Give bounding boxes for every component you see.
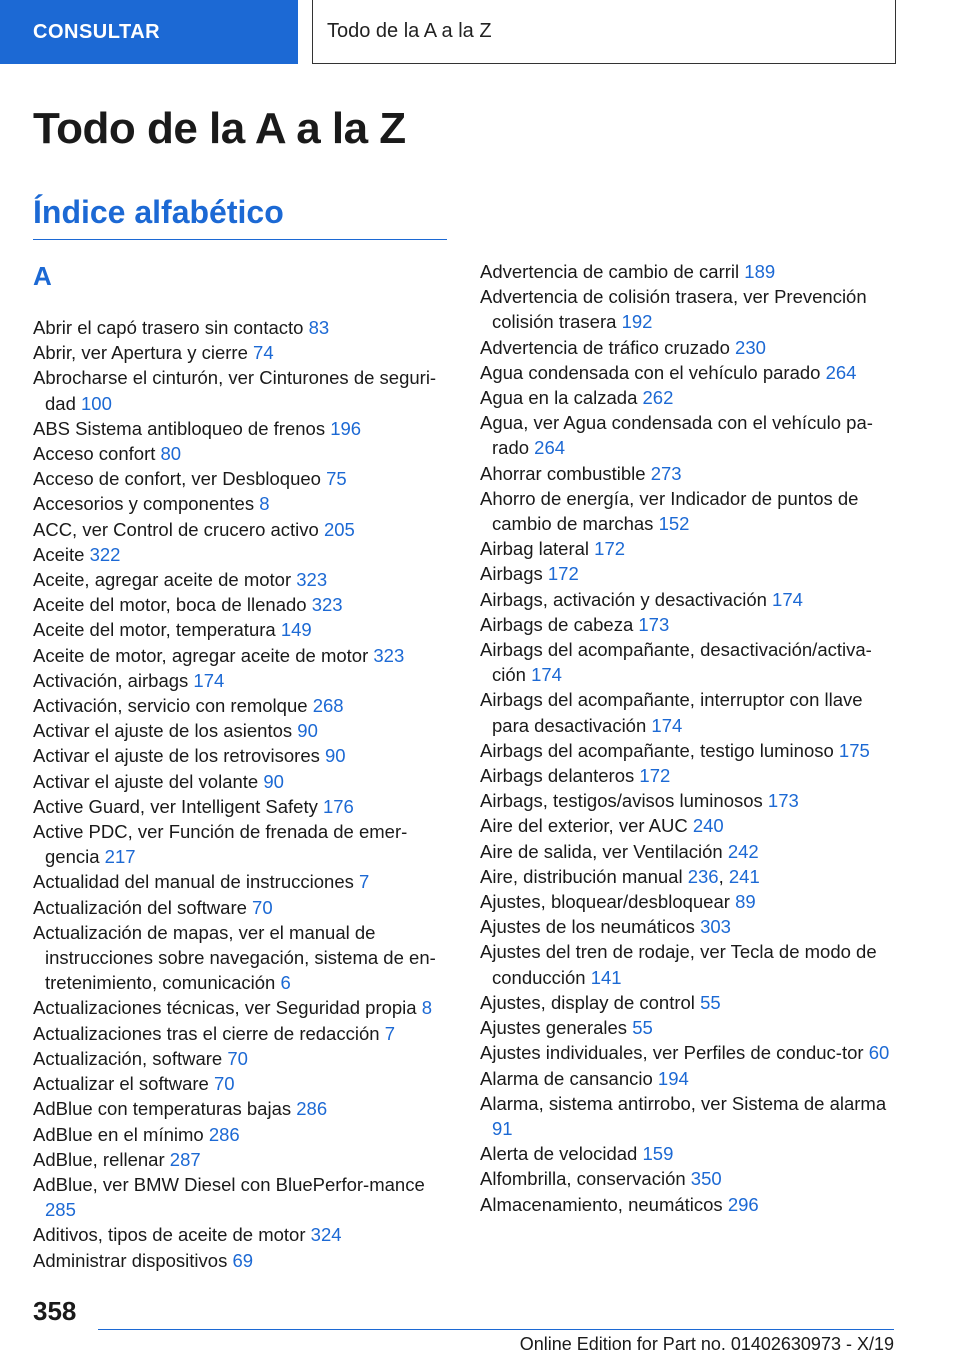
index-entry-text: Ajustes generales bbox=[480, 1017, 628, 1039]
index-entry bbox=[480, 990, 896, 1015]
index-entry bbox=[33, 340, 451, 365]
breadcrumb-label: Todo de la A a la Z bbox=[327, 20, 492, 42]
index-entry-text: Advertencia de colisión trasera, ver Prevención colisión trasera bbox=[480, 286, 867, 333]
page-link[interactable]: 159 bbox=[642, 1143, 674, 1165]
index-entry-text: Aire, distribución manual bbox=[480, 865, 683, 887]
index-entry bbox=[33, 920, 451, 996]
index-entry bbox=[480, 612, 896, 637]
page-link[interactable]: 74 bbox=[253, 342, 274, 364]
index-entry-text: Agua en la calzada bbox=[480, 387, 638, 409]
index-entry: Aire, distribución manual 236, 241 bbox=[480, 865, 760, 887]
index-entry bbox=[480, 461, 896, 486]
index-entry-text: Ajustes, bloquear/desbloquear bbox=[480, 891, 730, 913]
index-entry bbox=[480, 1091, 896, 1141]
index-entry bbox=[480, 335, 896, 360]
page-link[interactable]: 286 bbox=[208, 1123, 240, 1145]
page-link[interactable]: 174 bbox=[772, 588, 803, 610]
index-entry-text: Airbags de cabeza bbox=[480, 613, 634, 635]
page-link[interactable]: 322 bbox=[89, 543, 121, 565]
page-link[interactable]: 240 bbox=[692, 815, 724, 837]
index-entry bbox=[33, 1021, 451, 1046]
index-entry bbox=[33, 819, 451, 869]
index-entry bbox=[33, 668, 451, 693]
index-entry-text: Airbag lateral bbox=[480, 538, 590, 560]
index-entry bbox=[480, 385, 896, 410]
page-link[interactable]: 55 bbox=[700, 991, 721, 1013]
index-entry-text: Almacenamiento, neumáticos bbox=[480, 1193, 723, 1215]
index-entry bbox=[33, 592, 451, 617]
index-entry bbox=[480, 360, 896, 385]
header-tab-label: CONSULTAR bbox=[33, 20, 161, 43]
index-entry bbox=[480, 813, 896, 838]
index-entry-text: Ajustes de los neumáticos bbox=[480, 916, 695, 938]
page-link[interactable]: 323 bbox=[373, 644, 405, 666]
page-link[interactable]: 70 bbox=[213, 1073, 235, 1095]
page-link[interactable]: 264 bbox=[534, 437, 566, 459]
footer-edition-text: Online Edition for Part no. 01402630973 - X/19 bbox=[519, 1334, 894, 1354]
index-entry bbox=[33, 441, 451, 466]
index-entry-text: Airbags delanteros bbox=[480, 765, 635, 787]
index-entry bbox=[33, 1122, 451, 1147]
page-link[interactable]: 80 bbox=[160, 443, 182, 465]
page-link[interactable]: 7 bbox=[359, 871, 370, 893]
index-entry bbox=[480, 788, 896, 813]
page-link[interactable]: 89 bbox=[735, 891, 756, 913]
index-entry bbox=[33, 1046, 451, 1071]
index-entry-text: Ajustes individuales, ver Perfiles de conduc-tor bbox=[480, 1042, 864, 1064]
index-entry-text: Ahorrar combustible bbox=[480, 462, 646, 484]
page-link[interactable]: 6 bbox=[280, 972, 291, 994]
page-link[interactable]: 323 bbox=[311, 594, 343, 616]
index-entry-text: ABS Sistema antibloqueo de frenos bbox=[33, 417, 326, 439]
index-entry-text: Airbags del acompañante, desactivación/activa-ción bbox=[480, 639, 872, 686]
index-entry-text: Acceso confort bbox=[33, 443, 156, 465]
page-link[interactable]: 174 bbox=[651, 714, 683, 736]
page-link[interactable]: 90 bbox=[263, 770, 284, 792]
page-link[interactable]: 174 bbox=[193, 669, 225, 691]
index-entry bbox=[33, 1096, 451, 1121]
index-entry bbox=[480, 561, 896, 586]
index-entry-text: Aceite bbox=[33, 543, 85, 565]
index-entry-text: Airbags, testigos/avisos luminosos bbox=[480, 790, 763, 812]
index-entry-text: Actualización del software bbox=[33, 896, 247, 918]
index-entry bbox=[480, 587, 896, 612]
index-entry bbox=[33, 1222, 451, 1247]
page-link[interactable]: 296 bbox=[727, 1193, 759, 1215]
index-entry-text: Alarma de cansancio bbox=[480, 1067, 653, 1089]
index-entry bbox=[480, 1141, 896, 1166]
header-tab-consultar[interactable] bbox=[0, 0, 298, 64]
index-entry-text: Advertencia de cambio de carril bbox=[480, 261, 740, 282]
page-link[interactable]: 236 bbox=[687, 865, 719, 887]
page-link[interactable]: 172 bbox=[594, 538, 626, 560]
index-entry-text: Alerta de velocidad bbox=[480, 1143, 638, 1165]
index-entry-text: Aire de salida, ver Ventilación bbox=[480, 840, 723, 862]
index-entry bbox=[480, 1040, 896, 1065]
index-entry-text: Actualizaciones técnicas, ver Seguridad propia bbox=[33, 997, 417, 1019]
page-link[interactable]: 176 bbox=[322, 795, 354, 817]
index-entry-text: Active Guard, ver Intelligent Safety bbox=[33, 795, 318, 817]
index-entry bbox=[33, 466, 451, 491]
index-entry-text: AdBlue, ver BMW Diesel con BluePerfor-mance bbox=[33, 1173, 425, 1195]
index-entry-text: AdBlue en el mínimo bbox=[33, 1123, 204, 1145]
index-entry bbox=[480, 939, 896, 989]
index-entry-text: Activación, servicio con remolque bbox=[33, 695, 308, 717]
index-entry bbox=[33, 315, 451, 340]
page-link[interactable]: 60 bbox=[868, 1042, 890, 1064]
index-entry bbox=[33, 491, 451, 516]
index-entry bbox=[33, 567, 451, 592]
page-link[interactable]: 286 bbox=[296, 1098, 328, 1120]
index-entry bbox=[480, 1015, 896, 1040]
page-link[interactable]: 262 bbox=[642, 387, 674, 409]
index-entry-text: Ahorro de energía, ver Indicador de puntos de cambio de marchas bbox=[480, 487, 859, 535]
page-link[interactable]: 242 bbox=[727, 840, 759, 862]
index-entry bbox=[480, 410, 896, 460]
page-title: Todo de la A a la Z bbox=[33, 104, 406, 153]
index-entry bbox=[480, 914, 896, 939]
page-link[interactable]: 8 bbox=[259, 493, 270, 515]
index-entry-text: Ajustes del tren de rodaje, ver Tecla de modo de conducción bbox=[480, 941, 877, 988]
index-entry bbox=[33, 743, 451, 768]
page-link[interactable]: 90 bbox=[297, 720, 318, 742]
index-entry bbox=[480, 536, 896, 561]
page-number: 358 bbox=[33, 1296, 77, 1326]
page-link[interactable]: 241 bbox=[728, 865, 760, 887]
breadcrumb bbox=[312, 0, 896, 64]
index-entry-text: Agua condensada con el vehículo parado bbox=[480, 361, 821, 383]
index-column-left bbox=[33, 315, 451, 1273]
page-link[interactable]: 323 bbox=[296, 569, 328, 591]
index-entry-text: Actualización de mapas, ver el manual de instrucciones sobre navegación, sistema de en-tretenimiento, comunicación bbox=[33, 921, 436, 994]
index-entry-text: Aceite del motor, boca de llenado bbox=[33, 594, 307, 616]
page-link[interactable]: 8 bbox=[421, 997, 433, 1019]
page-link[interactable]: 70 bbox=[252, 896, 273, 918]
index-entry bbox=[480, 259, 896, 284]
index-entry-text: Actualizaciones tras el cierre de redacción bbox=[33, 1022, 380, 1044]
index-entry bbox=[480, 1066, 896, 1091]
index-entry bbox=[33, 895, 451, 920]
index-entry bbox=[480, 738, 896, 763]
page-link[interactable]: 141 bbox=[590, 966, 622, 988]
index-entry-text: Activar el ajuste de los retrovisores bbox=[33, 745, 320, 767]
page-link[interactable]: 55 bbox=[632, 1017, 653, 1039]
index-entry-text: Airbags del acompañante, testigo luminoso bbox=[480, 739, 834, 761]
page-link[interactable]: 264 bbox=[825, 361, 857, 383]
index-entry-text: Acceso de confort, ver Desbloqueo bbox=[33, 468, 321, 490]
index-entry-text: ACC, ver Control de crucero activo bbox=[33, 518, 319, 540]
index-entry bbox=[480, 889, 896, 914]
index-entry-text: Aire del exterior, ver AUC bbox=[480, 815, 688, 837]
index-entry bbox=[480, 284, 896, 334]
index-entry bbox=[33, 643, 451, 668]
index-entry bbox=[33, 365, 451, 415]
page-link[interactable]: 152 bbox=[658, 513, 690, 535]
page-link[interactable]: 189 bbox=[744, 261, 776, 282]
page-link[interactable]: 83 bbox=[308, 317, 330, 338]
page-link[interactable]: 172 bbox=[639, 765, 671, 787]
page-link[interactable]: 268 bbox=[312, 695, 344, 717]
section-title: Índice alfabético bbox=[33, 194, 284, 230]
index-entry-text: Agua, ver Agua condensada con el vehículo pa-rado bbox=[480, 412, 873, 459]
index-entry bbox=[480, 1166, 896, 1191]
index-entry-text: Alfombrilla, conservación bbox=[480, 1168, 686, 1190]
index-entry bbox=[480, 839, 896, 864]
index-entry-text: Actualizar el software bbox=[33, 1073, 209, 1095]
page-link[interactable]: 174 bbox=[531, 664, 562, 686]
index-entry bbox=[33, 517, 451, 542]
index-entry bbox=[33, 416, 451, 441]
page-link[interactable]: 350 bbox=[690, 1168, 722, 1190]
index-entry-text: Ajustes, display de control bbox=[480, 991, 695, 1013]
index-entry-text: Alarma, sistema antirrobo, ver Sistema de alarma bbox=[480, 1092, 887, 1114]
page-link[interactable]: 175 bbox=[838, 739, 870, 761]
page-link[interactable]: 285 bbox=[45, 1199, 76, 1221]
index-entry-text: Aditivos, tipos de aceite de motor bbox=[33, 1224, 306, 1246]
page-link[interactable]: 194 bbox=[657, 1067, 689, 1089]
index-entry-text: Aceite, agregar aceite de motor bbox=[33, 569, 292, 591]
index-letter-heading: A bbox=[33, 261, 52, 291]
index-entry bbox=[33, 542, 451, 567]
index-entry-text: AdBlue, rellenar bbox=[33, 1148, 165, 1170]
index-entry bbox=[480, 486, 896, 536]
page-link[interactable]: 196 bbox=[330, 417, 362, 439]
page-link[interactable]: 100 bbox=[81, 392, 112, 414]
index-entry bbox=[33, 995, 451, 1020]
page-link[interactable]: 69 bbox=[232, 1249, 254, 1271]
index-entry bbox=[480, 687, 896, 737]
footer-divider bbox=[98, 1329, 894, 1330]
index-entry-text: Aceite del motor, temperatura bbox=[33, 619, 276, 641]
page-link[interactable]: 205 bbox=[323, 518, 355, 540]
index-entry bbox=[33, 1071, 451, 1096]
page-link[interactable]: 287 bbox=[169, 1148, 201, 1170]
page-link[interactable]: 173 bbox=[767, 790, 799, 812]
index-entry bbox=[33, 1172, 451, 1222]
page-link[interactable]: 230 bbox=[735, 336, 766, 358]
index-entry bbox=[33, 769, 451, 794]
index-entry bbox=[33, 1147, 451, 1172]
index-entry-text: Activación, airbags bbox=[33, 669, 189, 691]
index-entry-text: Activar el ajuste de los asientos bbox=[33, 720, 293, 742]
page-link[interactable]: 90 bbox=[325, 745, 346, 767]
index-entry-text: AdBlue con temperaturas bajas bbox=[33, 1098, 292, 1120]
index-entry-text: Aceite de motor, agregar aceite de motor bbox=[33, 644, 369, 666]
index-entry bbox=[33, 617, 451, 642]
index-entry bbox=[33, 693, 451, 718]
index-entry bbox=[33, 869, 451, 894]
index-entry-text: Accesorios y componentes bbox=[33, 493, 255, 515]
page-link[interactable]: 192 bbox=[621, 311, 653, 333]
page-link[interactable]: 70 bbox=[227, 1047, 248, 1069]
index-entry-text: Airbags del acompañante, interruptor con llave para desactivación bbox=[480, 689, 863, 736]
section-divider bbox=[33, 239, 447, 240]
index-entry bbox=[33, 1248, 451, 1273]
index-entry bbox=[33, 794, 451, 819]
index-column-right bbox=[480, 259, 896, 1217]
index-entry-text: Actualización, software bbox=[33, 1047, 223, 1069]
page-link[interactable]: 91 bbox=[492, 1117, 513, 1139]
index-entry bbox=[33, 718, 451, 743]
page-link[interactable]: 7 bbox=[384, 1022, 395, 1044]
index-entry-text: Airbags, activación y desactivación bbox=[480, 588, 767, 610]
page-link[interactable]: 149 bbox=[280, 619, 312, 641]
page-link[interactable]: 303 bbox=[700, 916, 731, 938]
page-link[interactable]: 217 bbox=[104, 846, 136, 868]
index-entry-text: Actualidad del manual de instrucciones bbox=[33, 871, 354, 893]
index-entry bbox=[480, 637, 896, 687]
index-entry-text: Activar el ajuste del volante bbox=[33, 770, 259, 792]
index-entry-text: Active PDC, ver Función de frenada de emer-gencia bbox=[33, 821, 408, 868]
index-entry-text: Abrocharse el cinturón, ver Cinturones de seguri-dad bbox=[33, 367, 437, 414]
index-entry-text: Abrir el capó trasero sin contacto bbox=[33, 317, 304, 338]
index-entry-text: Abrir, ver Apertura y cierre bbox=[33, 342, 248, 364]
page-link[interactable]: 173 bbox=[638, 613, 670, 635]
page-link[interactable]: 273 bbox=[650, 462, 682, 484]
index-entry bbox=[480, 763, 896, 788]
page-link[interactable]: 172 bbox=[547, 563, 579, 585]
index-entry bbox=[480, 1192, 896, 1217]
index-entry-text: Administrar dispositivos bbox=[33, 1249, 228, 1271]
page-link[interactable]: 324 bbox=[310, 1224, 342, 1246]
page-link[interactable]: 75 bbox=[326, 468, 347, 490]
index-entry-text: Advertencia de tráfico cruzado bbox=[480, 336, 730, 358]
index-entry-text: Airbags bbox=[480, 563, 543, 585]
